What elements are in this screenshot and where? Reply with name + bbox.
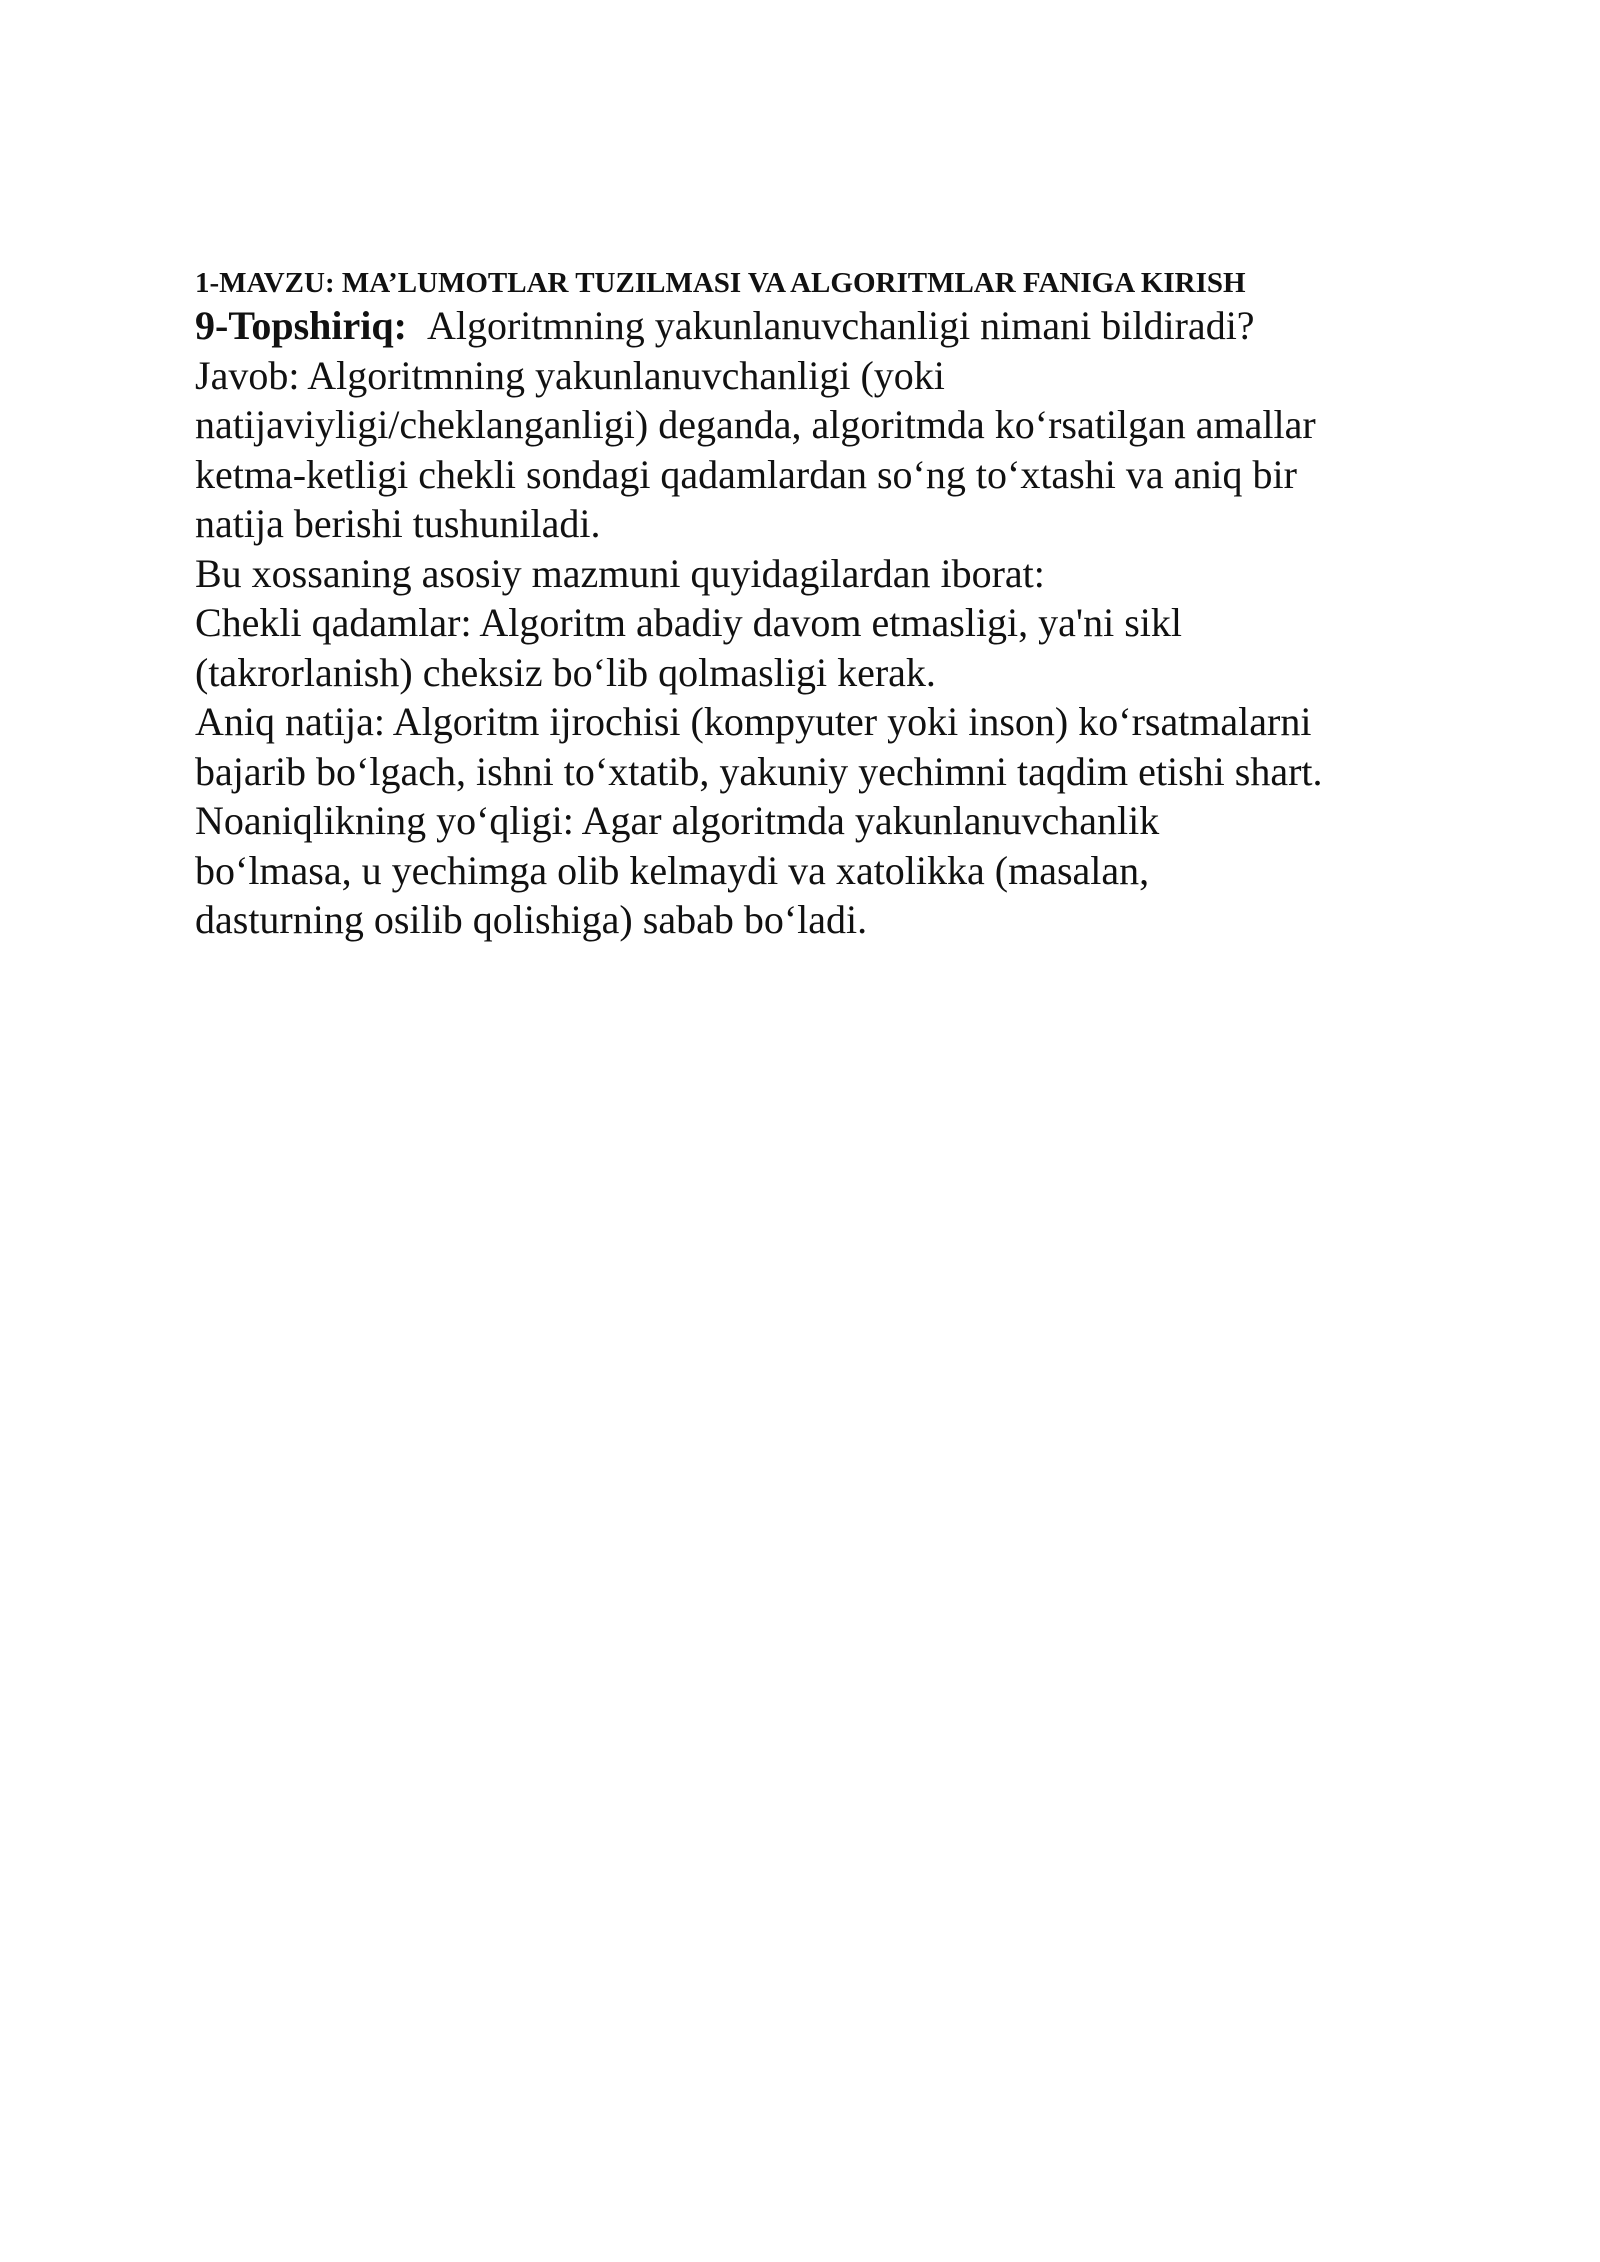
task-label: 9-Topshiriq: (195, 303, 407, 348)
document-page (195, 265, 1455, 945)
text-line: Chekli qadamlar: Algoritm abadiy davom etmasligi, ya'ni sikl (195, 600, 1183, 645)
text-line: natijaviyligi/cheklanganligi) deganda, algoritmda ko‘rsatilgan amallar (195, 402, 1316, 447)
text-line: Javob: Algoritmning yakunlanuvchanligi (yoki (195, 352, 945, 398)
text-line: dasturning osilib qolishiga) sabab bo‘ladi. (195, 897, 868, 942)
task-question: Algoritmning yakunlanuvchanligi nimani bildiradi? (426, 303, 1255, 348)
text-line: natija berishi tushuniladi. (195, 501, 601, 546)
text-line: ketma-ketligi chekli sondagi qadamlardan so‘ng to‘xtashi va aniq bir (195, 451, 1297, 497)
text-line: Noaniqlikning yo‘qligi: Agar algoritmda yakunlanuvchanlik (195, 798, 1160, 843)
text-line: bo‘lmasa, u yechimga olib kelmaydi va xatolikka (masalan, (195, 847, 1150, 893)
document-body (195, 301, 1455, 945)
text-line: Aniq natija: Algoritm ijrochisi (kompyuter yoki inson) ko‘rsatmalarni (195, 699, 1312, 744)
topic-heading: 1-MAVZU: MA’LUMOTLAR TUZILMASI VA ALGORITMLAR FANIGA KIRISH (195, 267, 1246, 299)
task-line (195, 301, 1455, 351)
text-line: (takrorlanish) cheksiz bo‘lib qolmasligi kerak. (195, 649, 936, 695)
text-line: bajarib bo‘lgach, ishni to‘xtatib, yakuniy yechimni taqdim etishi shart. (195, 748, 1323, 794)
text-line: Bu xossaning asosiy mazmuni quyidagilardan iborat: (195, 550, 1045, 596)
